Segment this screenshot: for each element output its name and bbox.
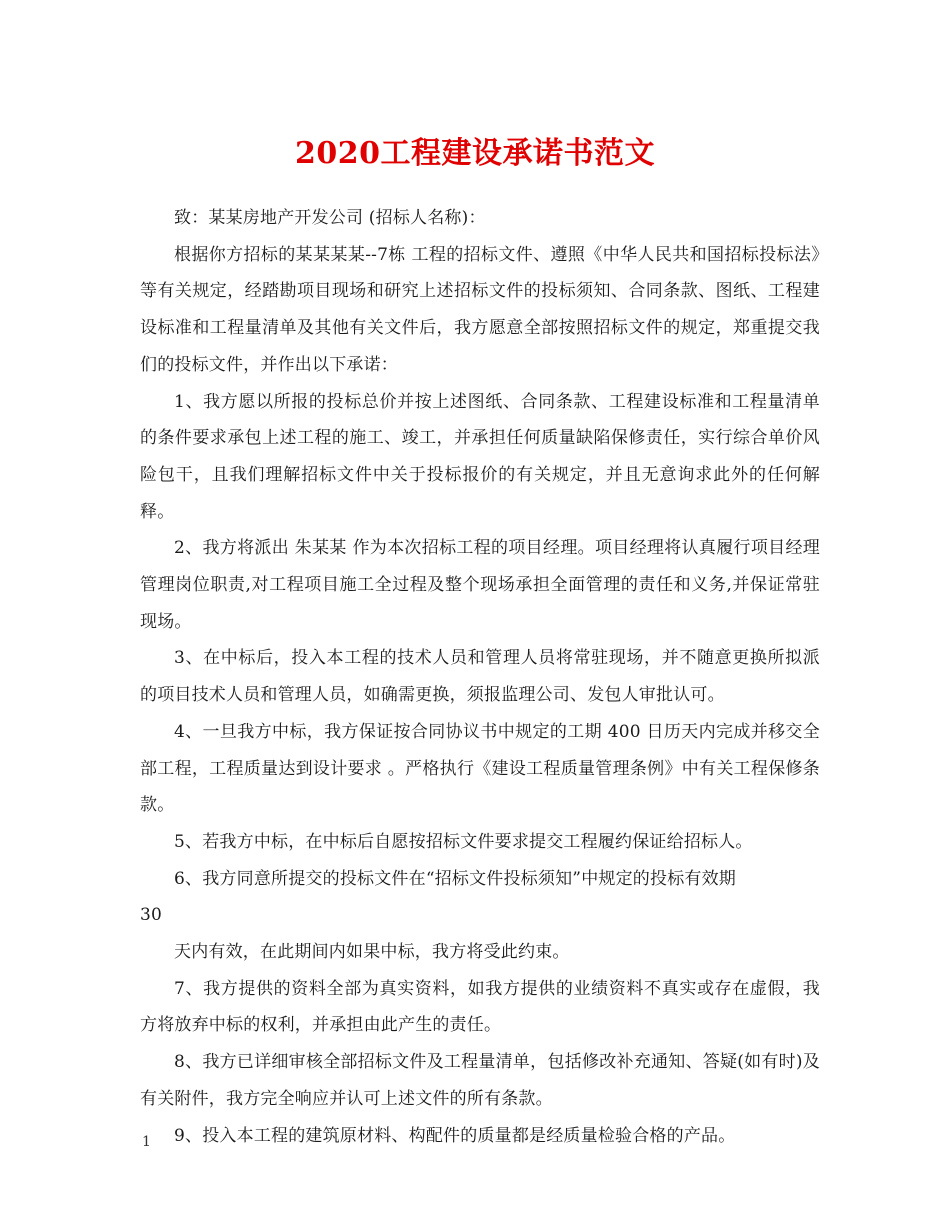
paragraph-item-1: 1、我方愿以所报的投标总价并按上述图纸、合同条款、工程建设标准和工程量清单的条件要求承包上述工程的施工、竣工，并承担任何质量缺陷保修责任，实行综合单价风险包干，且我们理解招标文件中关于投标报价的有关规定，并且无意询求此外的任何解释。 xyxy=(140,391,820,522)
paragraph-intro: 根据你方招标的某某某某--7栋 工程的招标文件、遵照《中华人民共和国招标投标法》等有关规定，经踏勘项目现场和研究上述招标文件的投标须知、合同条款、图纸、工程建设标准和工程量清单及其他有关文件后，我方愿意全部按照招标文件的规定，郑重提交我们的投标文件，并作出以下承诺： xyxy=(140,244,820,375)
paragraph-item-6: 6、我方同意所提交的投标文件在“招标文件投标须知”中规定的投标有效期 xyxy=(174,868,736,889)
paragraph-item-5: 5、若我方中标，在中标后自愿按招标文件要求提交工程履约保证给招标人。 xyxy=(174,831,753,852)
paragraph-item-7: 7、我方提供的资料全部为真实资料，如我方提供的业绩资料不真实或存在虚假，我方将放弃中标的权利，并承担由此产生的责任。 xyxy=(140,978,820,1036)
paragraph-salutation: 致：某某房地产开发公司 (招标人名称)： xyxy=(174,208,486,228)
document-title: 2020工程建设承诺书范文 xyxy=(295,136,655,171)
paragraph-item-6-continued: 天内有效，在此期间内如果中标，我方将受此约束。 xyxy=(174,942,570,963)
document-body xyxy=(140,200,820,1154)
paragraph-item-9: 9、投入本工程的建筑原材料、构配件的质量都是经质量检验合格的产品。 xyxy=(174,1125,736,1146)
paragraph-item-4: 4、一旦我方中标，我方保证按合同协议书中规定的工期 400 日历天内完成并移交全部工程，工程质量达到设计要求 。严格执行《建设工程质量管理条例》中有关工程保修条款。 xyxy=(140,721,820,816)
paragraph-item-3: 3、在中标后，投入本工程的技术人员和管理人员将常驻现场，并不随意更换所拟派的项目技术人员和管理人员，如确需更换，须报监理公司、发包人审批认可。 xyxy=(140,648,820,706)
page-number: 1 xyxy=(142,1134,151,1150)
paragraph-item-6-days: 30 xyxy=(140,905,163,926)
paragraph-item-8: 8、我方已详细审核全部招标文件及工程量清单，包括修改补充通知、答疑(如有时)及有关附件，我方完全响应并认可上述文件的所有条款。 xyxy=(140,1052,820,1109)
paragraph-item-2: 2、我方将派出 朱某某 作为本次招标工程的项目经理。项目经理将认真履行项目经理管理岗位职责,对工程项目施工全过程及整个现场承担全面管理的责任和义务,并保证常驻现场。 xyxy=(140,538,820,632)
